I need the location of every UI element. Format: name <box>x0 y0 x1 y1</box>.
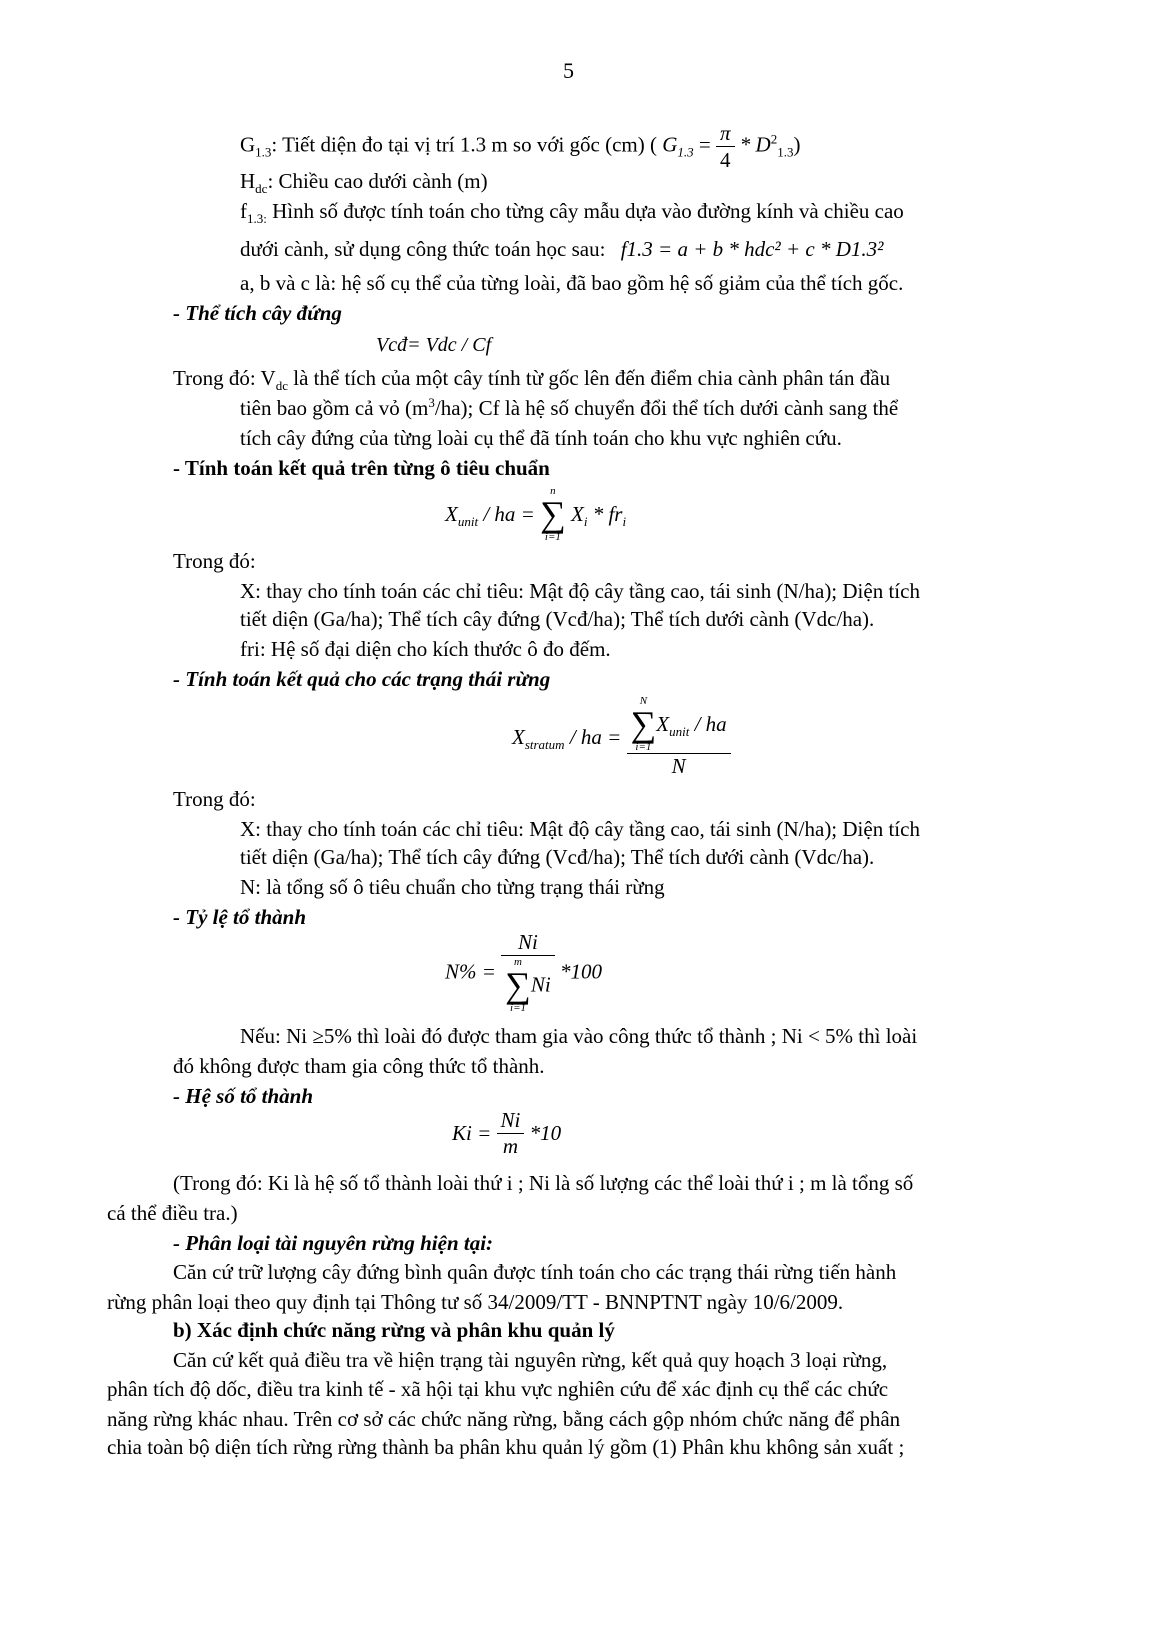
vcd-formula: Vcđ= Vdc / Cf <box>376 334 492 356</box>
ki-formula: Ki = $\frac{Ni}{m}$ *10 <box>452 1108 562 1158</box>
vcd-explanation-3: tích cây đứng của từng loài cụ thể đã tính toán cho khu vực nghiên cứu. <box>240 426 842 450</box>
neu-rule-2: đó không được tham gia công thức tổ thành. <box>173 1054 545 1078</box>
npercent-fraction: Ni m ∑ i=1 Ni <box>501 930 555 1014</box>
g13-fraction: $\frac{\pi}{4}$ <box>716 120 735 173</box>
ki-explanation-1: (Trong đó: Ki là hệ số tổ thành loài thứ i ; Ni là số lượng các thể loài thứ i ; m là tổng số <box>173 1171 914 1195</box>
fri-definition: fri: Hệ số đại diện cho kích thước ô đo đếm. <box>240 637 611 661</box>
phan-loai-para-2: rừng phân loại theo quy định tại Thông tư số 34/2009/TT - BNNPTNT ngày 10/6/2009. <box>107 1290 844 1314</box>
heading-tinh-toan-o-tieu-chuan: - Tính toán kết quả trên từng ô tiêu chuẩn <box>173 456 550 480</box>
trong-do-1: Trong đó: <box>173 549 256 573</box>
ki-fraction: $\frac{Ni}{m}$ <box>497 1108 525 1159</box>
xunit-formula: $X_{unit}$ / ha = n ∑ i=1 $X_i * fr_i$ <box>445 485 627 543</box>
f13-definition-cont: dưới cành, sử dụng công thức toán học sau: f1.3 = a + b * hdc² + c * D1.3² <box>240 237 884 261</box>
abc-coefficients: a, b và c là: hệ số cụ thể của từng loài, đã bao gồm hệ số giảm của thể tích gốc. <box>240 271 904 295</box>
xstratum-fraction: N ∑ i=1 $X_{unit}$ / ha N <box>627 695 731 779</box>
sum-symbol: N ∑ i=1 <box>630 695 657 753</box>
vcd-explanation-1: Trong đó: $V_{dc}$ là thể tích của một cây tính từ gốc lên đến điểm chia cành phân tán đầu <box>173 366 891 394</box>
b-para-3: năng rừng khác nhau. Trên cơ sở các chức năng rừng, bằng cách gộp nhóm chức năng để phân <box>107 1407 901 1431</box>
neu-rule-1: Nếu: Ni ≥5% thì loài đó được tham gia vào công thức tổ thành ; Ni < 5% thì loài <box>240 1024 918 1048</box>
heading-the-tich-cay-dung: - Thể tích cây đứng <box>173 301 342 325</box>
trong-do-2: Trong đó: <box>173 787 256 811</box>
heading-he-so-to-thanh: - Hệ số tổ thành <box>173 1084 314 1108</box>
x2-definition-1: X: thay cho tính toán các chỉ tiêu: Mật độ cây tầng cao, tái sinh (N/ha); Diện tích <box>240 817 920 841</box>
x2-definition-2: tiết diện (Ga/ha); Thể tích cây đứng (Vcđ/ha); Thể tích dưới cành (Vdc/ha). <box>240 845 875 869</box>
heading-b-chuc-nang-rung: b) Xác định chức năng rừng và phân khu quản lý <box>173 1318 615 1342</box>
page-number: 5 <box>563 58 574 83</box>
ki-explanation-2: cá thể điều tra.) <box>107 1201 238 1225</box>
sum-symbol: n ∑ i=1 <box>540 485 566 543</box>
b-para-4: chia toàn bộ diện tích rừng rừng thành ba phân khu quản lý gồm (1) Phân khu không sản xuất ; <box>107 1435 905 1459</box>
b-para-1: Căn cứ kết quả điều tra về hiện trạng tài nguyên rừng, kết quả quy hoạch 3 loại rừng, <box>173 1348 888 1372</box>
phan-loai-para-1: Căn cứ trữ lượng cây đứng bình quân được tính toán cho các trạng thái rừng tiến hành <box>173 1260 897 1284</box>
sum-symbol: m ∑ i=1 <box>505 956 531 1014</box>
xstratum-formula: $X_{stratum}$ / ha = N ∑ i=1 $X_{unit}$ / ha N <box>512 695 731 779</box>
heading-ty-le-to-thanh: - Tỷ lệ tổ thành <box>173 905 307 929</box>
n-definition: N: là tổng số ô tiêu chuẩn cho từng trạng thái rừng <box>240 875 665 899</box>
vcd-explanation-2: tiên bao gồm cả vỏ $(m^3/ha)$; Cf là hệ số chuyển đổi thể tích dưới cành sang thể <box>240 395 899 420</box>
g13-definition: $G_{1.3}$: Tiết diện đo tại vị trí 1.3 m so với gốc (cm) ( $G_{1.3}$ = $\frac{\pi}{4}$ * $D^2_{1.3}$) <box>240 121 801 172</box>
hdc-definition: $H_{dc}$: Chiều cao dưới cành (m) <box>240 169 488 197</box>
heading-trang-thai-rung: - Tính toán kết quả cho các trạng thái rừng <box>173 667 551 691</box>
x-definition-1: X: thay cho tính toán các chỉ tiêu: Mật độ cây tầng cao, tái sinh (N/ha); Diện tích <box>240 579 920 603</box>
f13-definition: $f_{1.3:}$ Hình số được tính toán cho từng cây mẫu dựa vào đường kính và chiều cao <box>240 199 904 227</box>
b-para-2: phân tích độ dốc, điều tra kinh tế - xã hội tại khu vực nghiên cứu để xác định cụ thể các chức <box>107 1377 889 1401</box>
x-definition-2: tiết diện (Ga/ha); Thể tích cây đứng (Vcđ/ha); Thể tích dưới cành (Vdc/ha). <box>240 607 875 631</box>
heading-phan-loai: - Phân loại tài nguyên rừng hiện tại: <box>173 1231 494 1255</box>
f13-formula: f1.3 = a + b * hdc² + c * D1.3² <box>620 237 884 261</box>
npercent-formula: N% = Ni m ∑ i=1 Ni *100 <box>445 930 602 1014</box>
